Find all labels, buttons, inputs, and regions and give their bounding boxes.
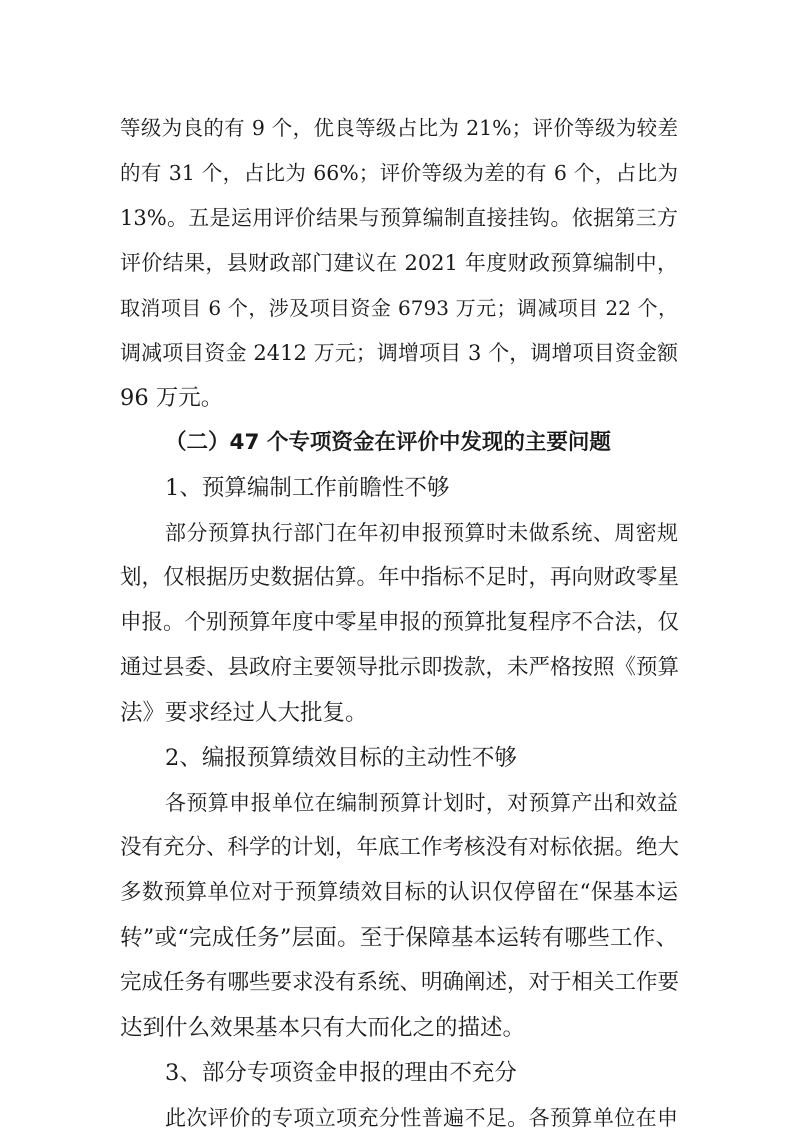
paragraph-line: 多数预算单位对于预算绩效目标的认识仅停留在“保基本运 — [120, 880, 678, 905]
item-title: 3、部分专项资金申报的理由不充分 — [165, 1060, 517, 1086]
section-heading: （二）47 个专项资金在评价中发现的主要问题 — [165, 430, 611, 455]
item-title: 2、编报预算绩效目标的主动性不够 — [165, 745, 517, 771]
paragraph-line: 法》要求经过人大批复。 — [120, 700, 368, 726]
paragraph-line: 13%。五是运用评价结果与预算编制直接挂钩。依据第三方 — [120, 206, 678, 230]
paragraph-line: 通过县委、县政府主要领导批示即拨款，未严格按照《预算 — [120, 655, 680, 680]
paragraph-line: 各预算申报单位在编制预算计划时，对预算产出和效益 — [165, 791, 678, 815]
item-title: 1、预算编制工作前瞻性不够 — [165, 475, 450, 501]
paragraph-line: 此次评价的专项立项充分性普遍不足。各预算单位在申 — [165, 1106, 678, 1130]
paragraph-line: 部分预算执行部门在年初申报预算时未做系统、周密规 — [165, 521, 678, 545]
paragraph-line: 完成任务有哪些要求没有系统、明确阐述，对于相关工作要 — [120, 970, 680, 995]
paragraph-line: 96 万元。 — [120, 385, 224, 411]
paragraph-line: 划，仅根据历史数据估算。年中指标不足时，再向财政零星 — [120, 565, 680, 590]
paragraph-line: 申报。个别预算年度中零星申报的预算批复程序不合法，仅 — [120, 610, 680, 635]
paragraph-line: 等级为良的有 9 个，优良等级占比为 21%；评价等级为较差 — [120, 116, 678, 140]
paragraph-line: 评价结果，县财政部门建议在 2021 年度财政预算编制中， — [120, 251, 678, 275]
paragraph-line: 取消项目 6 个，涉及项目资金 6793 万元；调减项目 22 个， — [120, 296, 678, 320]
paragraph-line: 转”或“完成任务”层面。至于保障基本运转有哪些工作、 — [120, 925, 678, 951]
paragraph-line: 调减项目资金 2412 万元；调增项目 3 个，调增项目资金额 — [120, 341, 678, 365]
paragraph-line: 达到什么效果基本只有大而化之的描述。 — [120, 1015, 526, 1041]
paragraph-line: 的有 31 个，占比为 66%；评价等级为差的有 6 个，占比为 — [120, 161, 678, 185]
paragraph-line: 没有充分、科学的计划，年底工作考核没有对标依据。绝大 — [120, 835, 680, 860]
